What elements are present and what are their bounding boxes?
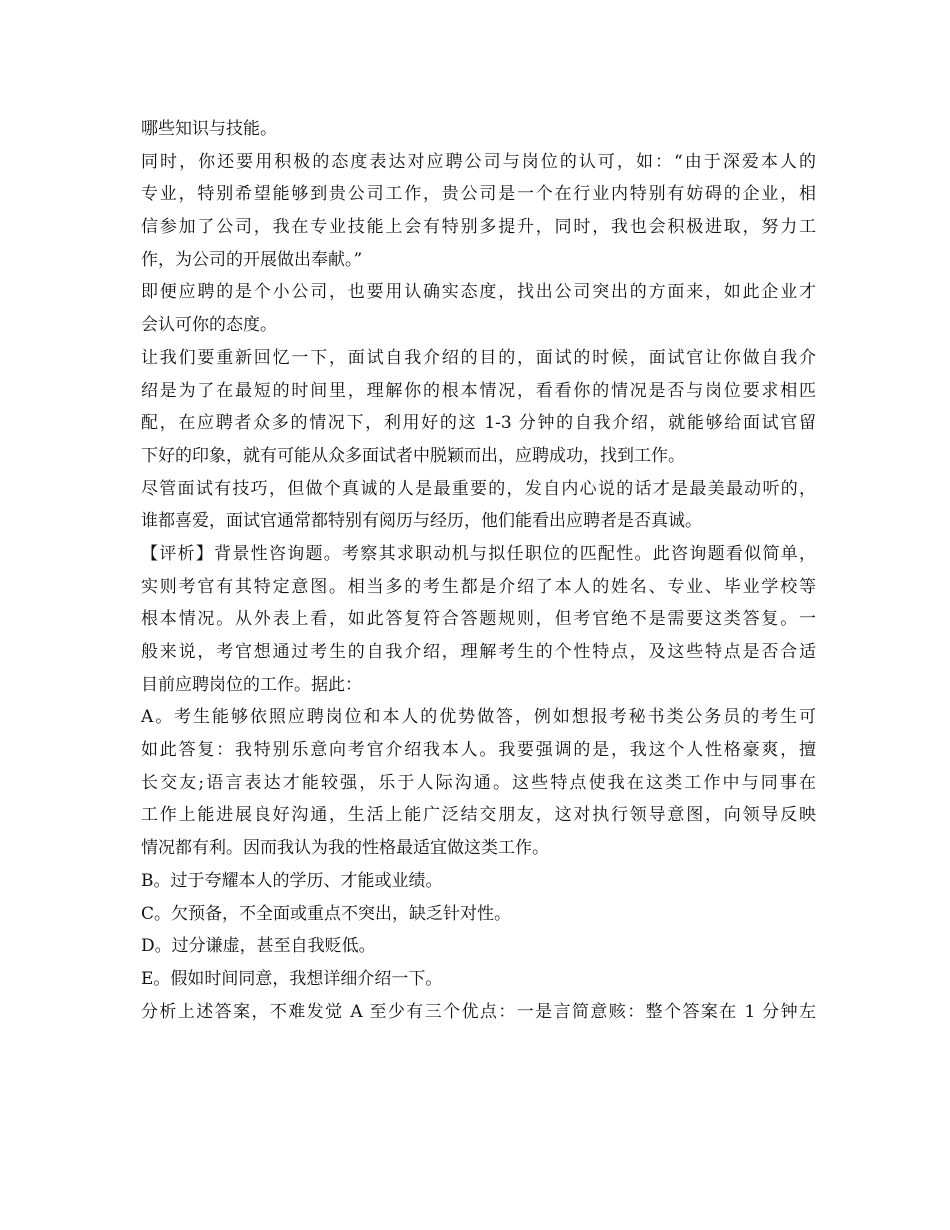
text-line: 作，为公司的开展做出奉献。” [141,249,363,270]
text-line: 根本情况。从外表上看，如此答复符合答题规则，但考官绝不是需要这类答复。一 [141,609,816,630]
document-body [141,113,816,1028]
text-line: A。考生能够依照应聘岗位和本人的优势做答，例如想报考秘书类公务员的考生可 [141,707,816,728]
text-line: 配，在应聘者众多的情况下，利用好的这 1-3 分钟的自我介绍，就能够给面试官留 [141,413,816,434]
text-line: 尽管面试有技巧，但做个真诚的人是最重要的，发自内心说的话才是最美最动听的， [141,478,816,499]
text-line: 同时，你还要用积极的态度表达对应聘公司与岗位的认可，如：“由于深爱本人的 [141,151,816,172]
text-line: 即便应聘的是个小公司，也要用认确实态度，找出公司突出的方面来，如此企业才 [141,282,816,303]
text-line: 谁都喜爱，面试官通常都特别有阅历与经历，他们能看出应聘者是否真诚。 [141,511,702,532]
text-line: 哪些知识与技能。 [141,119,277,139]
text-line: 如此答复：我特别乐意向考官介绍我本人。我要强调的是，我这个人性格豪爽，擅 [141,740,816,761]
text-line: 信参加了公司，我在专业技能上会有特别多提升，同时，我也会积极进取，努力工 [141,217,816,238]
text-line: 会认可你的态度。 [141,315,277,336]
text-line: 分析上述答案，不难发觉 A 至少有三个优点：一是言简意赅：整个答案在 1 分钟左 [141,1001,816,1022]
text-line: 般来说，考官想通过考生的自我介绍，理解考生的个性特点，及这些特点是否合适 [141,642,816,662]
text-line: D。过分谦虚，甚至自我贬低。 [141,936,376,957]
text-line: E。假如时间同意，我想详细介绍一下。 [141,968,443,989]
text-line: 绍是为了在最短的时间里，理解你的根本情况，看看你的情况是否与岗位要求相匹 [141,380,816,401]
text-line: 长交友;语言表达才能较强，乐于人际沟通。这些特点使我在这类工作中与同事在 [141,772,816,793]
text-line: B。过于夸耀本人的学历、才能或业绩。 [141,870,443,891]
text-line: 情况都有利。因而我认为我的性格最适宜做这类工作。 [141,838,549,859]
text-line: 目前应聘岗位的工作。据此： [141,674,362,695]
text-line: 专业，特别希望能够到贵公司工作，贵公司是一个在行业内特别有妨碍的企业，相 [141,184,816,205]
text-line: 下好的印象，就有可能从众多面试者中脱颖而出，应聘成功，找到工作。 [141,445,685,466]
text-line: 工作上能进展良好沟通，生活上能广泛结交朋友，这对执行领导意图，向领导反映 [141,805,816,826]
text-line: C。欠预备，不全面或重点不突出，缺乏针对性。 [141,903,512,924]
text-line: 实则考官有其特定意图。相当多的考生都是介绍了本人的姓名、专业、毕业学校等 [141,576,816,597]
text-line: 让我们要重新回忆一下，面试自我介绍的目的，面试的时候，面试官让你做自我介 [141,347,816,368]
text-line: 【评析】背景性咨询题。考察其求职动机与拟任职位的匹配性。此咨询题看似简单， [141,543,816,564]
